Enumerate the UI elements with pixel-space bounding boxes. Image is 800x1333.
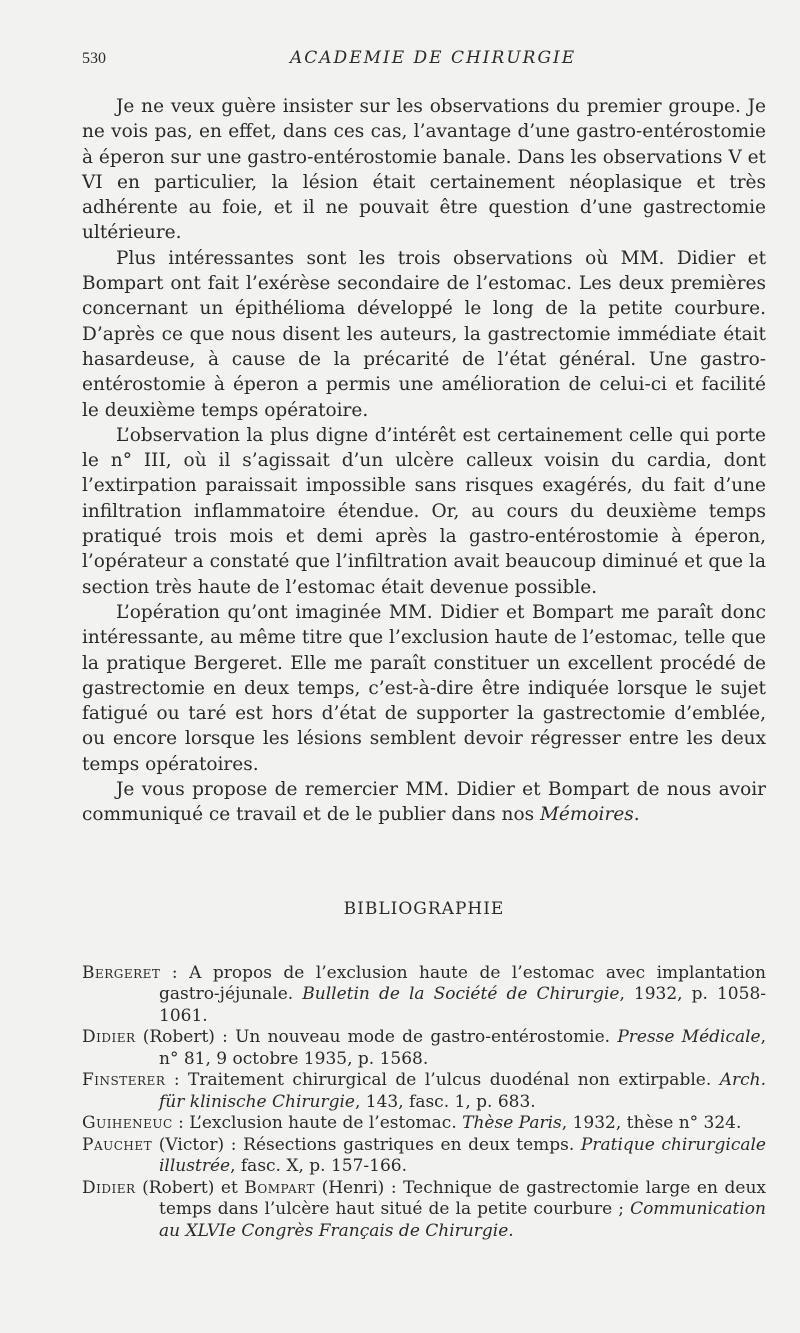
paragraph-5-end: . <box>633 804 640 826</box>
reference-source: Presse Médicale <box>617 1027 761 1048</box>
reference-source: Thèse Paris <box>462 1113 562 1134</box>
reference-source: Arch. für klinische Chirurgie <box>159 1070 766 1112</box>
reference-item <box>82 1135 766 1178</box>
reference-item <box>82 963 766 1028</box>
reference-author: Guiheneuc <box>82 1113 173 1134</box>
reference-text: (Victor) : Résections gastriques en deux temps. <box>152 1134 581 1155</box>
reference-tail: , n° 81, 9 octobre 1935, p. 1568. <box>159 1027 767 1069</box>
reference-text: : A propos de l’exclusion haute de l’estomac avec implantation gastro-jéjunale. <box>159 962 766 1005</box>
paragraph-3: L’observation la plus digne d’intérêt est certainement celle qui porte le n° III, où il s’agissait d’un ulcère calleux voisin du cardia, dont l’extirpation paraissait impossible sans risques exagérés, du fait d’une infiltration inflammatoire étendue. Or, au cours du deuxième temps pratiqué trois mois et demi après la gastro-entérostomie à éperon, l’opérateur a constaté que l’infiltration avait beaucoup diminué et que la section très haute de l’estomac était devenue possible. <box>82 424 766 598</box>
paragraph-4: L’opération qu’ont imaginée MM. Didier et Bompart me paraît donc intéressante, au même titre que l’exclusion haute de l’estomac, telle que la pratique Bergeret. Elle me paraît constituer un excellent procédé de gastrectomie en deux temps, c’est-à-dire être indiquée lorsque le sujet fatigué ou taré est hors d’état de supporter la gastrectomie d’emblée, ou encore lorsque les lésions semblent devoir régresser entre les deux temps opératoires. <box>82 601 766 775</box>
reference-text: : Traitement chirurgical de l’ulcus duodénal non extirpable. <box>165 1070 720 1091</box>
bibliography-list <box>82 963 766 1243</box>
reference-tail: , fasc. X, p. 157-166. <box>230 1156 408 1177</box>
journal-title: ACADEMIE DE CHIRURGIE <box>290 48 577 68</box>
reference-author: Didier <box>82 1177 136 1198</box>
bibliography-title: BIBLIOGRAPHIE <box>343 898 505 919</box>
reference-source: Communication au XLVIe Congrès Français de Chirurgie <box>159 1199 766 1241</box>
paragraph-5 <box>82 777 766 828</box>
reference-tail: , 143, fasc. 1, p. 683. <box>354 1091 536 1112</box>
reference-author: Didier <box>82 1027 136 1048</box>
reference-tail: , 1932, thèse n° 324. <box>561 1113 742 1134</box>
reference-tail: , 1932, p. 1058-1061. <box>159 984 766 1026</box>
reference-author-2: Bompart <box>244 1177 315 1198</box>
reference-author: Pauchet <box>82 1134 153 1155</box>
body-text <box>82 94 766 828</box>
paragraph-2: Plus intéressantes sont les trois observations où MM. Didier et Bompart ont fait l’exérèse secondaire de l’estomac. Les deux premières concernant un épithélioma développé le long de la petite courbure. D’après ce que nous disent les auteurs, la gastrectomie immédiate était hasardeuse, à cause de la précarité de l’état général. Une gastro-entérostomie à éperon a permis une amélioration de celui-ci et facilité le deuxième temps opératoire. <box>82 247 766 421</box>
running-head <box>82 44 766 72</box>
reference-author: Bergeret <box>82 962 161 983</box>
reference-item <box>82 1178 766 1243</box>
document-page <box>82 44 766 1242</box>
reference-tail: . <box>508 1220 514 1241</box>
reference-text: : L’exclusion haute de l’estomac. <box>172 1113 463 1134</box>
paragraph-1: Je ne veux guère insister sur les observations du premier groupe. Je ne vois pas, en effet, dans ces cas, l’avantage d’une gastro-entérostomie à éperon sur une gastro-entérostomie banale. Dans les observations V et VI en particulier, la lésion était certainement néoplasique et très adhérente au foie, et il ne pouvait être question d’une gastrectomie ultérieure. <box>82 96 766 244</box>
reference-source: Pratique chirurgicale illustrée <box>159 1134 766 1177</box>
paragraph-5-text: Je vous propose de remercier MM. Didier et Bompart de nous avoir communiqué ce travail et de le publier dans nos <box>82 779 766 826</box>
reference-text: (Robert) et <box>135 1177 245 1198</box>
reference-text: (Robert) : Un nouveau mode de gastro-entérostomie. <box>135 1027 618 1048</box>
reference-source: Bulletin de la Société de Chirurgie <box>302 984 620 1005</box>
reference-author: Finsterer <box>82 1070 166 1091</box>
page-number: 530 <box>82 50 106 67</box>
reference-item <box>82 1027 766 1070</box>
reference-item <box>82 1070 766 1113</box>
reference-text-2: (Henri) : Technique de gastrectomie large en deux temps dans l’ulcère haut situé de la petite courbure ; <box>159 1177 766 1220</box>
reference-item <box>82 1113 766 1135</box>
paragraph-5-italic: Mémoires <box>539 804 634 826</box>
